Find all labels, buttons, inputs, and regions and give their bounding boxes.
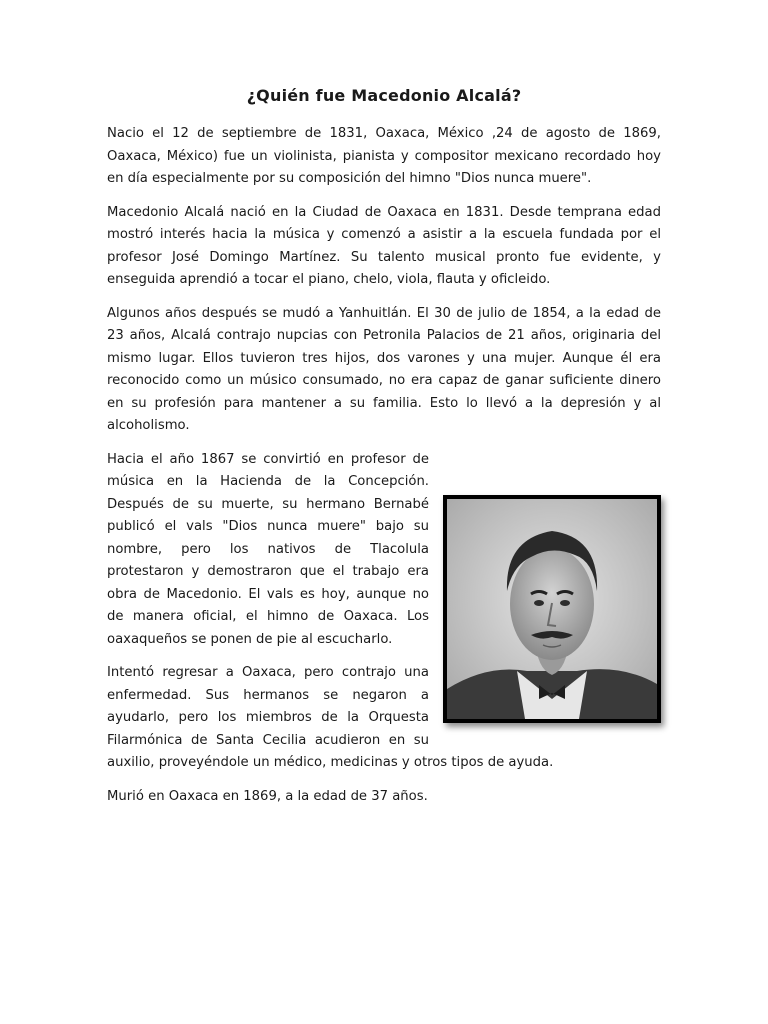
- document-title: ¿Quién fue Macedonio Alcalá?: [246, 86, 522, 105]
- document-page: [107, 86, 661, 819]
- paragraph-marriage: Algunos años después se mudó a Yanhuitlán. El 30 de julio de 1854, a la edad de 23 años, Alcalá contrajo nupcias con Petronila Palacios de 21 años, originaria del mismo lugar. Ellos tuvieron tres hijos, dos varones y una mujer. Aunque él era reconocido como un músico consumado, no era capaz de ganar suficiente dinero en su profesión para mantener a su familia. Esto lo llevó a la depresión y al alcoholismo.: [107, 305, 661, 433]
- portrait-image: [443, 495, 661, 723]
- portrait-drawing: [447, 499, 657, 719]
- paragraph-death: Murió en Oaxaca en 1869, a la edad de 37 años.: [107, 788, 428, 804]
- paragraph-career: Hacia el año 1867 se convirtió en profesor de música en la Hacienda de la Concepción. Después de su muerte, su hermano Bernabé publicó el vals "Dios nunca muere" bajo su nombre, pero los nativos de Tlacolula protestaron y demostraron que el trabajo era obra de Macedonio. El vals es hoy, aunque no de manera oficial, el himno de Oaxaca. Los oaxaqueños se ponen de pie al escucharlo.: [107, 451, 429, 647]
- paragraph-early-life: Macedonio Alcalá nació en la Ciudad de Oaxaca en 1831. Desde temprana edad mostró interés hacia la música y comenzó a asistir a la escuela fundada por el profesor José Domingo Martínez. Su talento musical pronto fue evidente, y enseguida aprendió a tocar el piano, chelo, viola, flauta y oficleido.: [107, 204, 661, 287]
- paragraph-illness: Intentó regresar a Oaxaca, pero contrajo una enfermedad. Sus hermanos se negaron a ayudarlo, pero los miembros de la Orquesta Filarmónica de Santa Cecilia acudieron en su auxilio, proveyéndole un médico, medicinas y otros tipos de ayuda.: [107, 665, 554, 770]
- paragraph-birth: Nacio el 12 de septiembre de 1831, Oaxaca, México ,24 de agosto de 1869, Oaxaca, México) fue un violinista, pianista y compositor mexicano recordado hoy en día especialmente por su composición del himno "Dios nunca muere".: [107, 126, 661, 186]
- portrait-section: [107, 449, 661, 809]
